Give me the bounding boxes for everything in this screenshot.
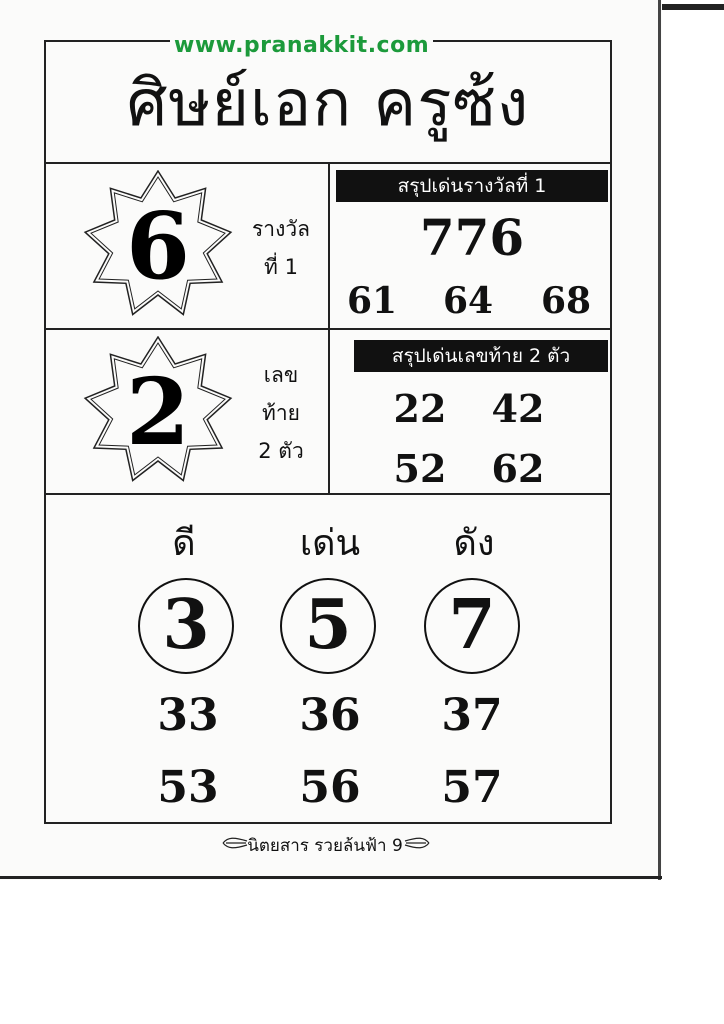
star-digit-2: 2 [125,358,191,466]
paper-edge-right [658,0,661,880]
star-badge-1 [78,170,238,320]
last-two-pick-4: 62 [491,446,545,491]
pick-row1-col1: 33 [157,690,219,741]
prize-label-line2: ที่ 1 [264,255,298,279]
divider-vertical [328,162,330,493]
banner-first-prize: สรุปเด่นรางวัลที่ 1 [336,170,608,202]
circled-digit-2: 5 [280,578,376,674]
first-prize-pick-3: 68 [540,280,592,322]
ornament-right-icon [404,836,430,850]
pick-row2-col1: 53 [157,762,219,813]
pick-row2-col2: 56 [299,762,361,813]
last-two-label-line3: 2 ตัว [258,439,304,463]
first-prize-pick-1: 61 [346,280,398,322]
last-two-label [238,356,324,470]
last-two-label-line2: ท้าย [262,401,300,425]
header-famous: ดัง [453,523,495,564]
corner-mark [662,4,724,10]
pick-row1-col2: 36 [299,690,361,741]
last-two-pick-3: 52 [393,446,447,491]
first-prize-pick-2: 64 [442,280,494,322]
paper-edge-bottom [0,876,662,879]
circled-digit-1: 3 [138,578,234,674]
divider-section2 [44,493,612,495]
header-good: ดี [172,523,196,564]
prize-label [238,210,324,286]
prize-label-line1: รางวัล [252,217,310,241]
pick-row2-col3: 57 [441,762,503,813]
banner-last-two: สรุปเด่นเลขท้าย 2 ตัว [354,340,608,372]
header-prominent: เด่น [299,523,361,564]
website-url: www.pranakkit.com [170,33,433,58]
first-prize-number: 776 [419,208,525,267]
circled-digit-3: 7 [424,578,520,674]
star-badge-2 [76,336,240,486]
last-two-label-line1: เลข [263,363,299,387]
star-digit-1: 6 [125,192,191,300]
last-two-pick-2: 42 [491,386,545,431]
page-title: ศิษย์เอก ครูซ้ง [126,67,530,141]
pick-row1-col3: 37 [441,690,503,741]
last-two-pick-1: 22 [393,386,447,431]
footer-caption: นิตยสาร รวยล้นฟ้า 9 [247,836,403,856]
